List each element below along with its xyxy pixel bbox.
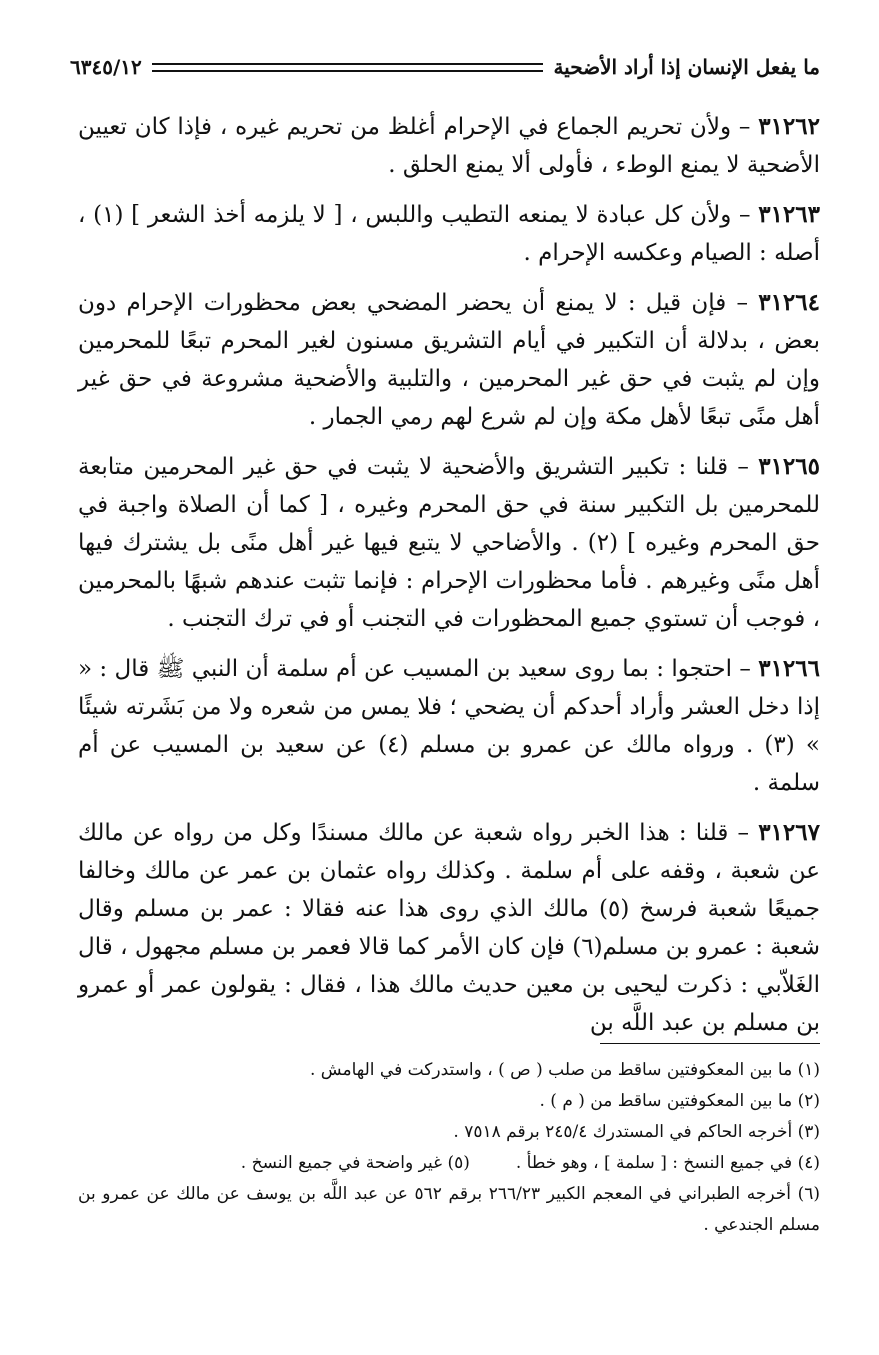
footnote: (٥) غير واضحة في جميع النسخ . bbox=[240, 1153, 470, 1173]
paragraph-text: – ولأن تحريم الجماع في الإحرام أغلظ من تحريم غيره ، فإذا كان تعيين الأضحية لا يمنع الوطء ، فأولى ألا يمنع الحلق . bbox=[78, 114, 820, 178]
running-header bbox=[70, 50, 820, 84]
paragraph bbox=[78, 448, 820, 638]
page-number: ٦٣٤٥/١٢ bbox=[70, 55, 142, 79]
paragraph-text: – فإن قيل : لا يمنع أن يحضر المضحي بعض محظورات الإحرام دون بعض ، بدلالة أن التكبير في أيام التشريق مسنون لغير المحرم تبعًا للمحرمين وإن لم يثبت في حق غير المحرمين ، والتلبية والأضحية مشروعة في حق غير أهل منًى تبعًا لأهل مكة وإن لم شرع لهم رمي الجمار . bbox=[78, 290, 820, 430]
paragraph-number: ٣١٢٦٢ bbox=[758, 113, 820, 140]
paragraph bbox=[78, 196, 820, 272]
paragraph bbox=[78, 814, 820, 1042]
footnote-row bbox=[78, 1148, 820, 1179]
paragraph bbox=[78, 284, 820, 436]
footnote: (١) ما بين المعكوفتين ساقط من صلب ( ص ) ، واستدركت في الهامش . bbox=[309, 1060, 820, 1080]
paragraph-number: ٣١٢٦٥ bbox=[758, 453, 820, 480]
paragraph-text: – ولأن كل عبادة لا يمنعه التطيب واللبس ، [ لا يلزمه أخذ الشعر ] (١) ، أصله : الصيام وعكسه الإحرام . bbox=[78, 202, 820, 266]
paragraph-number: ٣١٢٦٤ bbox=[758, 289, 820, 316]
paragraph-number: ٣١٢٦٧ bbox=[758, 819, 820, 846]
footnote: (٣) أخرجه الحاكم في المستدرك ٢٤٥/٤ برقم ٧٥١٨ . bbox=[453, 1122, 820, 1142]
footnote-separator bbox=[600, 1043, 820, 1044]
paragraph-number: ٣١٢٦٦ bbox=[758, 655, 820, 682]
paragraph-number: ٣١٢٦٣ bbox=[758, 201, 820, 228]
paragraph-text: – احتجوا : بما روى سعيد بن المسيب عن أم سلمة أن النبي ﷺ قال : « إذا دخل العشر وأراد أحدكم أن يضحي ؛ فلا يمس من شعره ولا من بَشَرته شيئًا » (٣) . ورواه مالك عن عمرو بن مسلم (٤) عن سعيد بن المسيب عن أم سلمة . bbox=[78, 656, 821, 796]
main-text bbox=[78, 108, 820, 1054]
chapter-title: ما يفعل الإنسان إذا أراد الأضحية bbox=[553, 55, 820, 79]
footnote: (٦) أخرجه الطبراني في المعجم الكبير ٢٦٦/٢٣ برقم ٥٦٢ عن عبد اللَّه بن يوسف عن مالك عن عمرو بن مسلم الجندعي . bbox=[78, 1184, 821, 1235]
footnote: (٤) في جميع النسخ : [ سلمة ] ، وهو خطأ . bbox=[515, 1153, 820, 1173]
paragraph bbox=[78, 650, 820, 802]
footnote: (٢) ما بين المعكوفتين ساقط من ( م ) . bbox=[539, 1091, 820, 1111]
paragraph-text: – قلنا : هذا الخبر رواه شعبة عن مالك مسندًا وكل من رواه عن مالك عن شعبة ، وقفه على أم سلمة . وكذلك رواه عثمان بن عمر عن مالك وخالفا جميعًا شعبة فرسخ (٥) مالك الذي روى هذا عنه فقالا : عمر بن مسلم وقال شعبة : عمرو بن مسلم(٦) فإن كان الأمر كما قالا فعمر بن مسلم مجهول ، قال الغَلاّبي : ذكرت ليحيى بن معين حديث مالك هذا ، فقال : يقولون عمر أو عمرو بن مسلم بن عبد اللَّه بن bbox=[78, 820, 820, 1036]
footnotes bbox=[78, 1055, 820, 1241]
header-rule bbox=[152, 63, 544, 72]
paragraph-text: – قلنا : تكبير التشريق والأضحية لا يثبت في حق غير المحرمين متابعة للمحرمين بل التكبير سنة في حق المحرم وغيره ، [ كما أن الصلاة واجبة في حق المحرم وغيره ] (٢) . والأضاحي لا يتبع فيها غير أهل منًى بل يشترك فيها أهل منًى وغيرهم . فأما محظورات الإحرام : فإنما تثبت عندهم شبهًا بالمحرمين ، فوجب أن تستوي جميع المحظورات في التجنب أو في ترك التجنب . bbox=[78, 454, 820, 632]
paragraph bbox=[78, 108, 820, 184]
